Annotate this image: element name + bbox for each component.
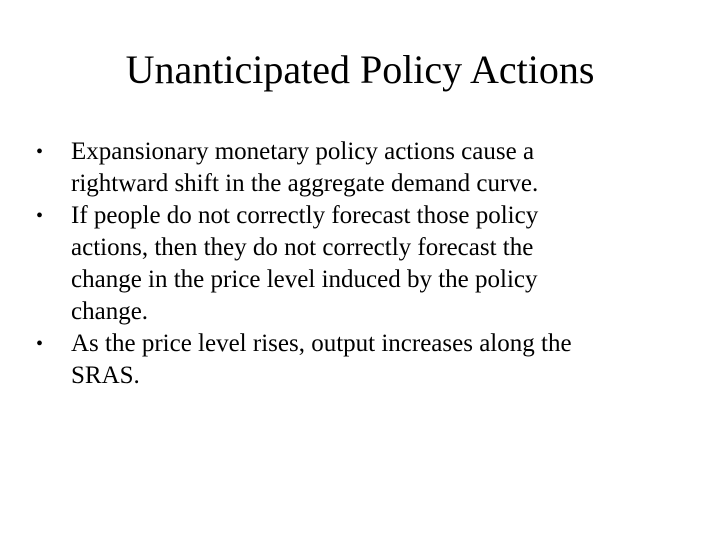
bullet-text-line: actions, then they do not correctly forecast the xyxy=(71,234,534,261)
bullet-text-line: rightward shift in the aggregate demand curve. xyxy=(71,170,539,197)
slide-title: Unanticipated Policy Actions xyxy=(125,47,595,92)
bullet-text-line: change in the price level induced by the policy xyxy=(71,266,538,293)
bullet-dot-icon: • xyxy=(36,205,44,227)
bullet-text-line: SRAS. xyxy=(71,362,140,389)
bullet-item xyxy=(36,200,686,328)
bullet-text-line: Expansionary monetary policy actions cause a xyxy=(71,138,535,165)
bullet-text-line: change. xyxy=(71,298,149,325)
bullet-item xyxy=(36,328,686,392)
bullet-list xyxy=(36,136,686,392)
bullet-dot-icon: • xyxy=(36,333,44,355)
bullet-text-line: As the price level rises, output increases along the xyxy=(71,330,572,357)
bullet-dot-icon: • xyxy=(36,141,44,163)
bullet-text-line: If people do not correctly forecast those policy xyxy=(71,202,539,229)
bullet-item xyxy=(36,136,686,200)
